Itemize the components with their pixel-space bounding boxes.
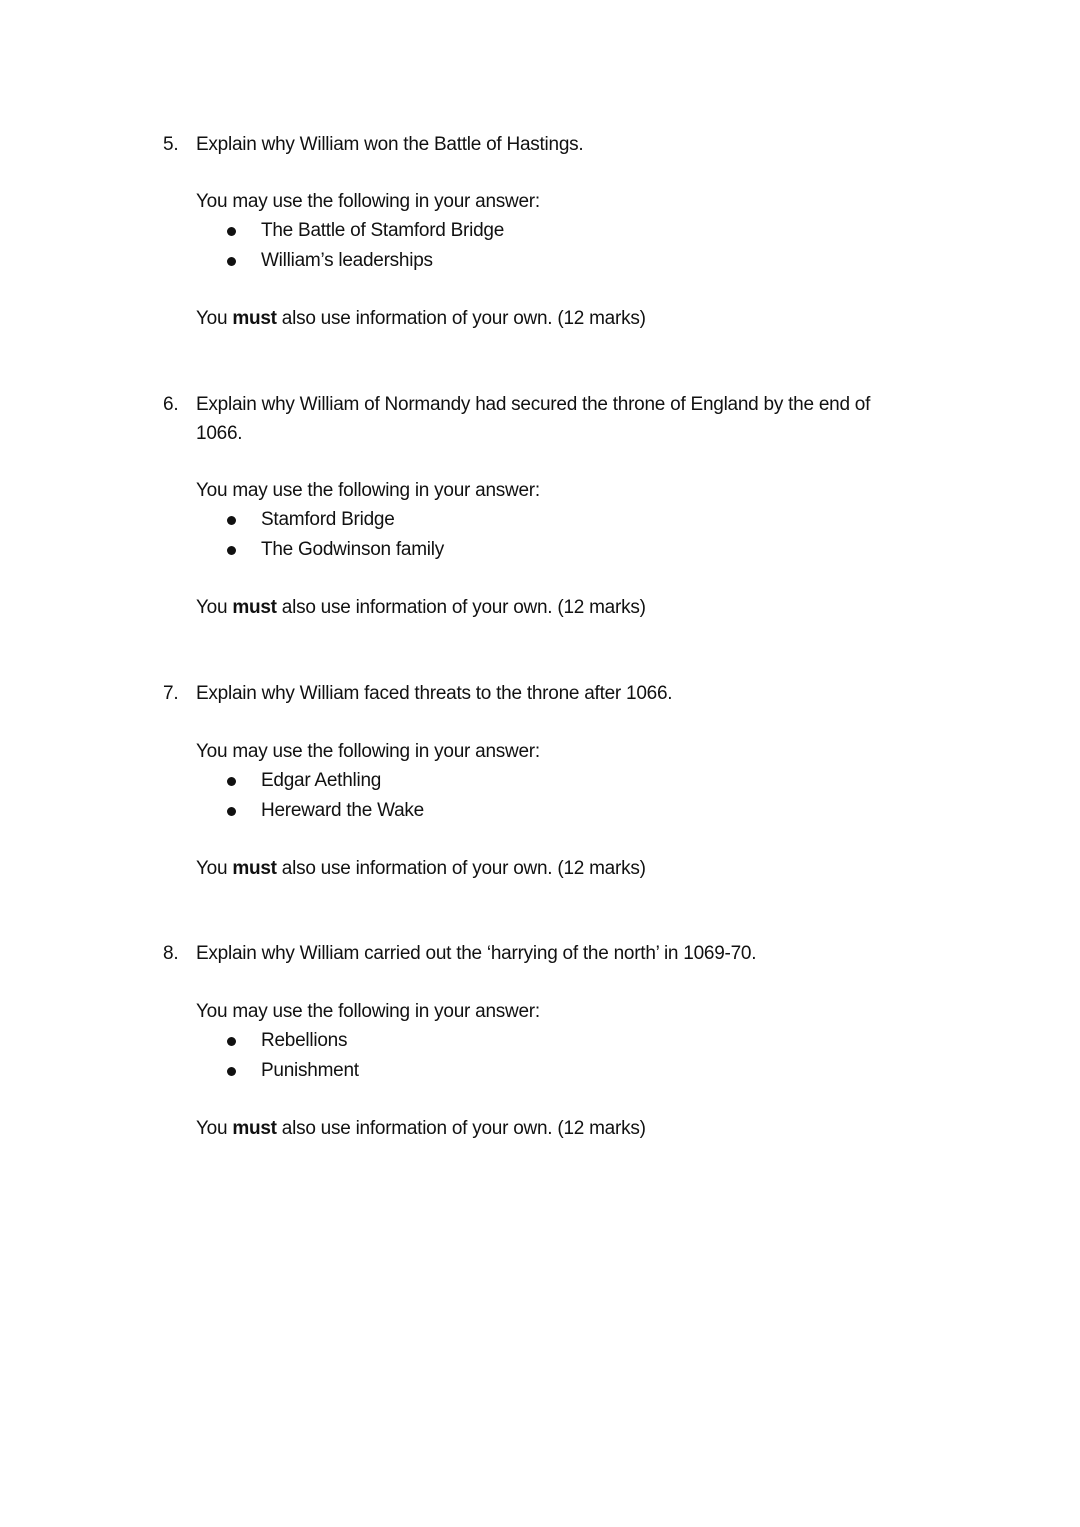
question-title: Explain why William faced threats to the throne after 1066. bbox=[196, 683, 673, 704]
footer-text: also use information of your own. (12 marks) bbox=[276, 1118, 646, 1139]
bullet-text: Stamford Bridge bbox=[261, 509, 395, 530]
question-number: 8. bbox=[163, 943, 179, 964]
question-footer bbox=[196, 304, 646, 334]
question-title: Explain why William of Normandy had secured the throne of England by the end of bbox=[196, 394, 871, 415]
footer-emphasis: must bbox=[232, 1118, 277, 1139]
bullet-icon bbox=[227, 227, 236, 236]
bullet-icon bbox=[227, 257, 236, 266]
footer-text: also use information of your own. (12 marks) bbox=[276, 597, 646, 618]
footer-emphasis: must bbox=[232, 308, 277, 329]
footer-text: You bbox=[196, 858, 233, 879]
question-intro: You may use the following in your answer: bbox=[196, 191, 540, 212]
question-footer bbox=[196, 1114, 646, 1144]
question-number: 5. bbox=[163, 134, 179, 155]
footer-text: also use information of your own. (12 marks) bbox=[276, 308, 646, 329]
bullet-icon bbox=[227, 1067, 236, 1076]
footer-emphasis: must bbox=[232, 858, 277, 879]
question-title: Explain why William carried out the ‘harrying of the north’ in 1069-70. bbox=[196, 943, 757, 964]
question-title-continued: 1066. bbox=[196, 423, 243, 444]
footer-text: You bbox=[196, 597, 233, 618]
question-intro: You may use the following in your answer: bbox=[196, 741, 540, 762]
bullet-text: Rebellions bbox=[261, 1030, 348, 1051]
footer-emphasis: must bbox=[232, 597, 277, 618]
bullet-icon bbox=[227, 807, 236, 816]
bullet-text: The Battle of Stamford Bridge bbox=[261, 220, 505, 241]
footer-text: You bbox=[196, 308, 233, 329]
question-title: Explain why William won the Battle of Hastings. bbox=[196, 134, 584, 155]
footer-text: also use information of your own. (12 marks) bbox=[276, 858, 646, 879]
question-number: 7. bbox=[163, 683, 179, 704]
bullet-icon bbox=[227, 516, 236, 525]
bullet-text: Punishment bbox=[261, 1060, 359, 1081]
footer-text: You bbox=[196, 1118, 233, 1139]
bullet-text: The Godwinson family bbox=[261, 539, 444, 560]
bullet-text: William’s leaderships bbox=[261, 250, 433, 271]
bullet-icon bbox=[227, 546, 236, 555]
bullet-icon bbox=[227, 1037, 236, 1046]
bullet-icon bbox=[227, 777, 236, 786]
question-footer bbox=[196, 593, 646, 623]
question-intro: You may use the following in your answer: bbox=[196, 480, 540, 501]
bullet-text: Hereward the Wake bbox=[261, 800, 424, 821]
question-number: 6. bbox=[163, 394, 179, 415]
bullet-text: Edgar Aethling bbox=[261, 770, 382, 791]
question-intro: You may use the following in your answer: bbox=[196, 1001, 540, 1022]
question-footer bbox=[196, 854, 646, 884]
